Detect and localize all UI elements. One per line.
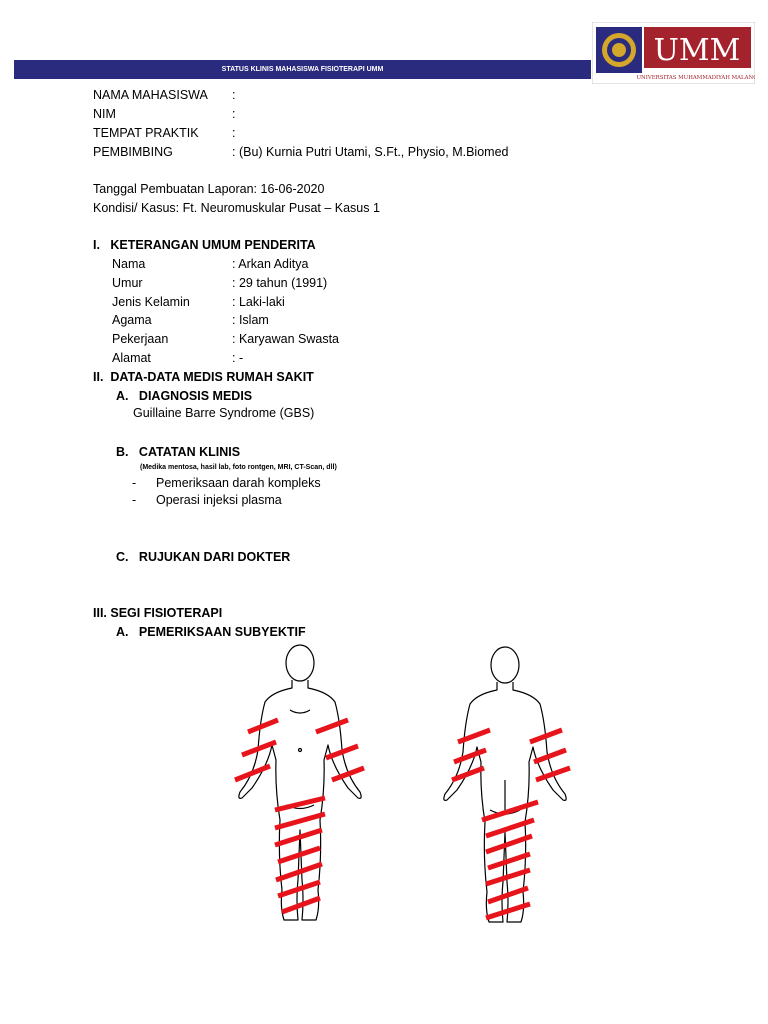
body-back-outline — [444, 647, 566, 922]
pemeriksaan-subyektif-title: A. PEMERIKSAAN SUBYEKTIF — [116, 625, 306, 639]
patient-name-label: Nama — [112, 257, 146, 271]
patient-age-label: Umur — [112, 276, 143, 290]
patient-religion-label: Agama — [112, 313, 152, 327]
tempat-label: TEMPAT PRAKTIK — [93, 126, 199, 140]
catatan-bullet-1: - — [132, 476, 137, 490]
nama-value: : — [232, 88, 236, 102]
patient-religion-value: : Islam — [232, 313, 269, 327]
patient-job-label: Pekerjaan — [112, 332, 169, 346]
section-2-title: II. DATA-DATA MEDIS RUMAH SAKIT — [93, 370, 314, 384]
body-chart — [220, 640, 610, 930]
tanggal-laporan: Tanggal Pembuatan Laporan: 16-06-2020 — [93, 182, 325, 196]
catatan-klinis-title: B. CATATAN KLINIS — [116, 445, 241, 459]
logo-text: UMM — [653, 33, 741, 68]
logo-subtitle: UNIVERSITAS MUHAMMADIYAH MALANG — [636, 75, 755, 81]
diagnosis-value: Guillaine Barre Syndrome (GBS) — [133, 406, 315, 420]
nim-value: : — [232, 107, 236, 121]
back-markings — [452, 730, 570, 918]
patient-name-value: : Arkan Aditya — [232, 257, 309, 271]
tempat-value: : — [232, 126, 236, 140]
patient-job-value: : Karyawan Swasta — [232, 332, 339, 346]
kondisi-kasus: Kondisi/ Kasus: Ft. Neuromuskular Pusat – Kasus 1 — [93, 201, 380, 215]
patient-sex-label: Jenis Kelamin — [112, 295, 190, 309]
catatan-klinis-note: (Medika mentosa, hasil lab, foto rontgen, MRI, CT-Scan, dll) — [140, 464, 337, 471]
header-banner — [14, 60, 591, 79]
patient-sex-value: : Laki-laki — [232, 295, 285, 309]
section-1-title: I. KETERANGAN UMUM PENDERITA — [93, 238, 316, 252]
section-3-title: III. SEGI FISIOTERAPI — [93, 606, 223, 620]
nim-label: NIM — [93, 107, 116, 121]
patient-address-value: : - — [232, 351, 244, 365]
banner-title: STATUS KLINIS MAHASISWA FISIOTERAPI UMM — [221, 66, 384, 73]
patient-address-label: Alamat — [112, 351, 151, 365]
umm-logo — [592, 22, 755, 84]
body-front-outline — [239, 645, 361, 920]
rujukan-title: C. RUJUKAN DARI DOKTER — [116, 550, 291, 564]
catatan-item-1: Pemeriksaan darah kompleks — [156, 476, 321, 490]
catatan-bullet-2: - — [132, 493, 137, 507]
diagnosis-title: A. DIAGNOSIS MEDIS — [116, 389, 253, 403]
patient-age-value: : 29 tahun (1991) — [232, 276, 328, 290]
pembimbing-value: : (Bu) Kurnia Putri Utami, S.Ft., Physio, M.Biomed — [232, 145, 509, 159]
pembimbing-label: PEMBIMBING — [93, 145, 173, 159]
nama-label: NAMA MAHASISWA — [93, 88, 208, 102]
catatan-item-2: Operasi injeksi plasma — [156, 493, 282, 507]
